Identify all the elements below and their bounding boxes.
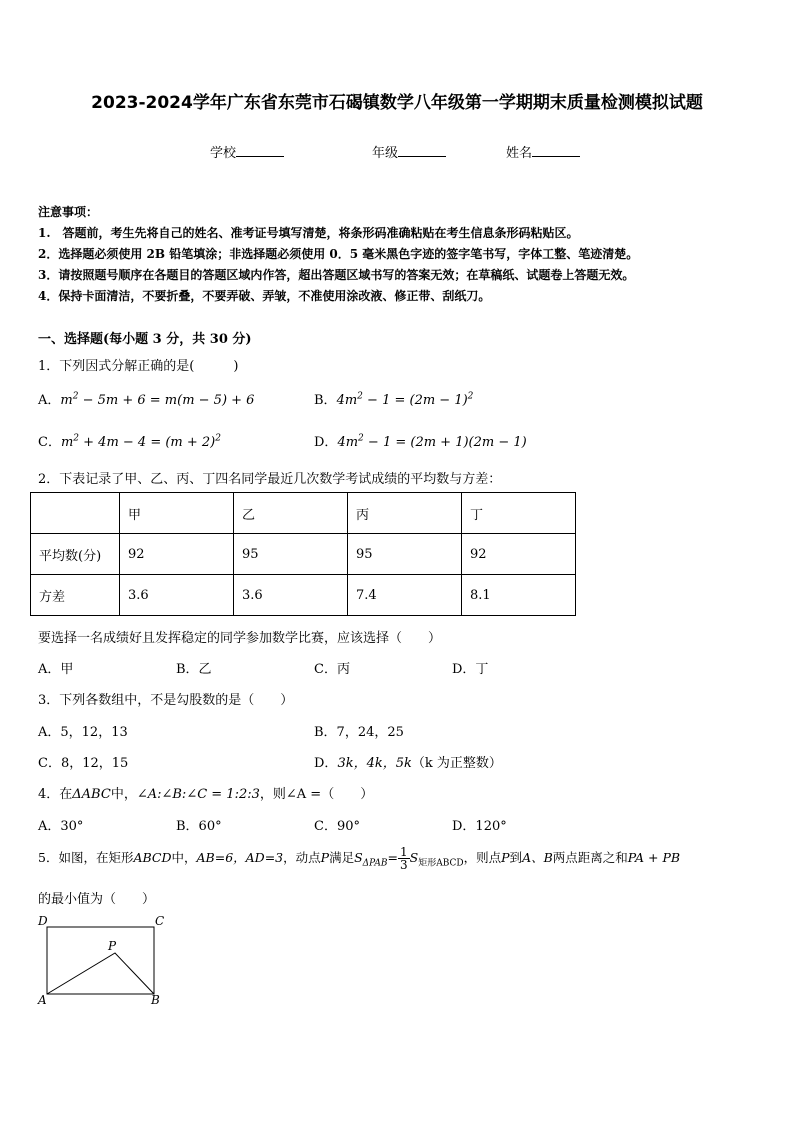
q1-option-b-formula: $4m^2 - 1 = (2m - 1)^2$	[336, 391, 474, 408]
table-cell: 丁	[462, 493, 576, 534]
q2-stem: 2．下表记录了甲、乙、丙、丁四名同学最近几次数学考试成绩的平均数与方差：	[38, 472, 502, 487]
q5-area-symbol: S	[409, 850, 419, 865]
name-field[interactable]	[506, 142, 580, 161]
q1-option-c[interactable]	[38, 431, 221, 450]
note-item: 4．保持卡面清洁，不要折叠，不要弄破、弄皱，不准使用涂改液、修正带、刮纸刀。	[38, 289, 491, 303]
q3-option-c[interactable]: C．8，12，15	[38, 756, 129, 771]
q1-option-a-label: A．	[38, 393, 61, 408]
q3-option-d-formula: 3k，4k，5k	[337, 756, 412, 771]
note-item: 1. 答题前，考生先将自己的姓名、准考证号填写清楚，将条形码准确粘贴在考生信息条形码粘贴区。	[38, 226, 579, 240]
school-label: 学校	[210, 146, 237, 161]
name-label: 姓名	[506, 146, 533, 161]
q5-sum: PA + PB	[627, 850, 681, 865]
q3-option-d-note: （k 为正整数）	[411, 756, 502, 771]
label-d: D	[38, 914, 48, 928]
q5-rect: ABCD	[133, 850, 172, 865]
q5-line2: 的最小值为（ ）	[38, 892, 156, 907]
q1-option-a-formula: $m^2 - 5m + 6 = m(m - 5) + 6$	[60, 391, 255, 408]
section-heading: 一、选择题(每小题 3 分，共 30 分)	[38, 332, 252, 347]
q2-option-d[interactable]: D．丁	[452, 662, 489, 677]
q5-fraction	[398, 846, 410, 871]
grade-label: 年级	[372, 146, 399, 161]
table-cell: 方差	[31, 575, 120, 616]
q1-option-b-label: B．	[314, 393, 337, 408]
q4-option-c[interactable]: C．90°	[314, 819, 360, 834]
table-cell: 95	[234, 534, 348, 575]
q4-option-d[interactable]: D．120°	[452, 819, 507, 834]
q2-option-c[interactable]: C．丙	[314, 662, 350, 677]
q3-option-d-label: D．	[314, 756, 338, 771]
q5-text: ，动点	[283, 850, 321, 865]
q5-text: 中，	[171, 850, 197, 865]
table-header-row	[31, 493, 576, 534]
table-cell: 92	[120, 534, 234, 575]
q3-option-d[interactable]	[314, 752, 502, 771]
q5-lengths: AB=6，AD=3	[196, 850, 284, 865]
notes-heading: 注意事项：	[38, 205, 99, 219]
label-p: P	[108, 939, 117, 953]
q3-option-b[interactable]: B．7，24，25	[314, 725, 404, 740]
score-table	[30, 492, 576, 616]
q3-option-a[interactable]: A．5，12，13	[38, 725, 128, 740]
table-cell: 8.1	[462, 575, 576, 616]
table-cell: 平均数(分)	[31, 534, 120, 575]
grade-field[interactable]	[372, 142, 446, 161]
q5-area-subscript: ΔPAB	[362, 858, 388, 869]
rectangle-diagram	[30, 908, 180, 1013]
table-cell: 7.4	[348, 575, 462, 616]
table-cell: 甲	[120, 493, 234, 534]
q2-option-b[interactable]: B．乙	[176, 662, 212, 677]
table-cell: 3.6	[234, 575, 348, 616]
q2-question: 要选择一名成绩好且发挥稳定的同学参加数学比赛，应该选择（ ）	[38, 631, 442, 646]
q5-stem: 5．如图，在矩形ABCD中，AB=6，AD=3，动点P满足$S_{\Delta PAB}=$ $\frac{1}{3}$ $S_{矩形ABCD}$，则点P到A、B两点距离之和PA + PB	[38, 845, 681, 872]
q5-text: 5．如图，在矩形	[38, 850, 134, 865]
table-row	[31, 575, 576, 616]
label-a: A	[38, 993, 47, 1007]
q1-option-c-formula: $m^2 + 4m - 4 = (m + 2)^2$	[60, 433, 221, 450]
triangle-pab-sides	[47, 953, 154, 994]
grade-blank[interactable]	[398, 144, 446, 157]
q4-stem-mid: 中，	[110, 787, 137, 802]
q4-option-b[interactable]: B．60°	[176, 819, 222, 834]
q5-text: 两点距离之和	[552, 850, 628, 865]
label-b: B	[151, 993, 160, 1007]
table-cell: 95	[348, 534, 462, 575]
q5-area-symbol: S	[354, 850, 363, 865]
q1-option-d[interactable]	[314, 431, 527, 450]
q1-option-a[interactable]	[38, 389, 254, 408]
q5-point: P	[501, 850, 510, 865]
q1-option-c-label: C．	[38, 435, 61, 450]
q4-stem	[38, 783, 373, 802]
q4-option-a[interactable]: A．30°	[38, 819, 84, 834]
label-c: C	[155, 914, 165, 928]
q5-points: A、B	[522, 850, 553, 865]
fraction-numerator: 1	[400, 845, 408, 859]
q5-text: 满足	[329, 850, 355, 865]
page-title: 2023-2024学年广东省东莞市石碣镇数学八年级第一学期期末质量检测模拟试题	[91, 93, 703, 113]
table-cell: 乙	[234, 493, 348, 534]
fraction-denominator: 3	[400, 858, 408, 872]
table-cell: 3.6	[120, 575, 234, 616]
school-field[interactable]	[210, 142, 284, 161]
table-cell: 丙	[348, 493, 462, 534]
q4-triangle: ΔABC	[72, 787, 111, 802]
q4-angle-ratio: ∠A:∠B:∠C = 1:2:3	[136, 787, 260, 802]
school-blank[interactable]	[236, 144, 284, 157]
q5-rect-subscript: 矩形ABCD	[418, 858, 464, 869]
q1-option-d-label: D．	[314, 435, 338, 450]
note-item: 3．请按照题号顺序在各题目的答题区域内作答，超出答题区域书写的答案无效；在草稿纸、试题卷上答题无效。	[38, 268, 635, 282]
q1-stem: 1．下列因式分解正确的是( )	[38, 359, 239, 374]
table-cell: 92	[462, 534, 576, 575]
q4-stem-prefix: 4．在	[38, 787, 73, 802]
q5-text: 到	[509, 850, 523, 865]
q5-point: P	[320, 850, 330, 865]
q2-option-a[interactable]: A．甲	[38, 662, 74, 677]
q5-text: ，则点	[463, 850, 502, 865]
q1-option-d-formula: $4m^2 - 1 = (2m + 1)(2m - 1)$	[337, 433, 527, 450]
note-item: 2．选择题必须使用 2B 铅笔填涂；非选择题必须使用 0．5 毫米黑色字迹的签字笔书写，字体工整、笔迹清楚。	[38, 247, 639, 261]
table-row	[31, 534, 576, 575]
q4-stem-suffix: ，则∠A =（ ）	[259, 787, 374, 802]
table-cell	[31, 493, 120, 534]
q3-stem: 3．下列各数组中，不是勾股数的是（ ）	[38, 693, 294, 708]
name-blank[interactable]	[532, 144, 580, 157]
q1-option-b[interactable]	[314, 389, 473, 408]
